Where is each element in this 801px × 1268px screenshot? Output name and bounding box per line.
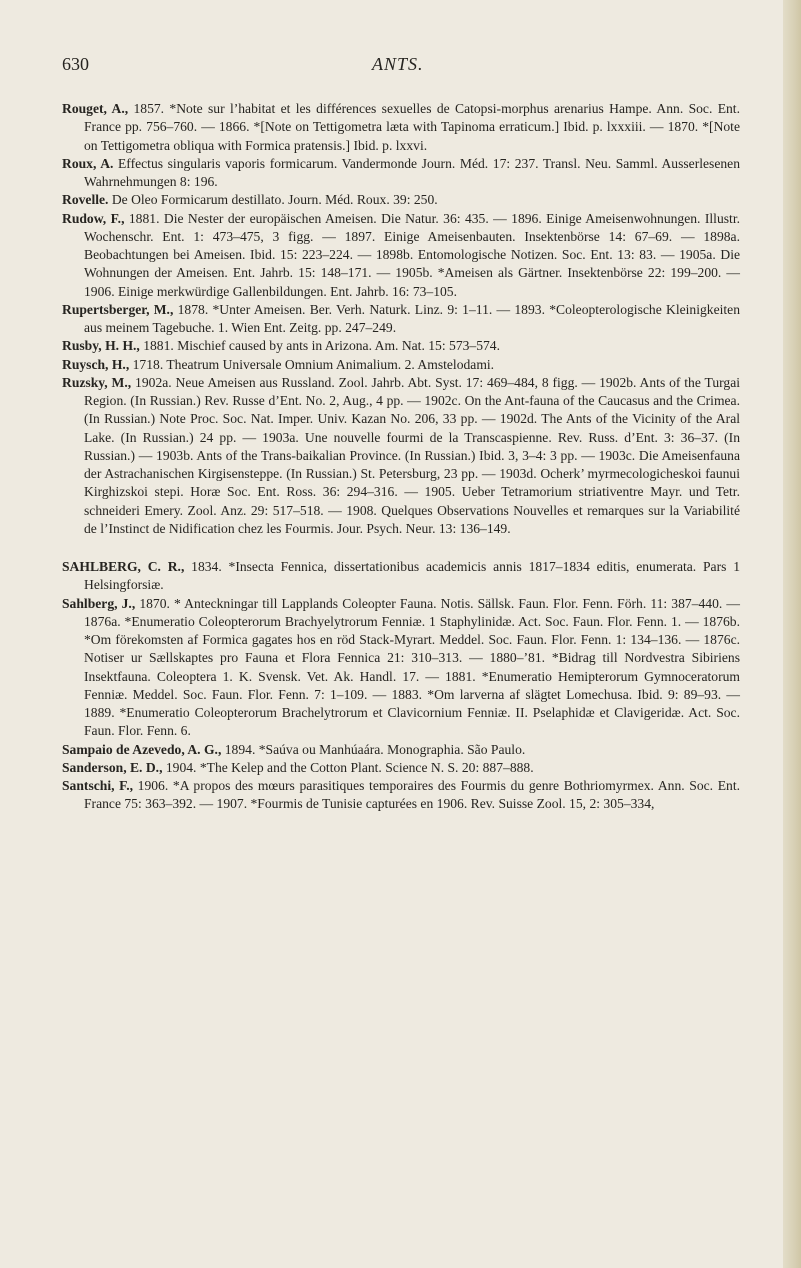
bibliography-entry [62, 210, 740, 301]
bibliography-entry [62, 558, 740, 595]
entry-text: 1718. Theatrum Universale Omnium Animalium. 2. Amstelodami. [129, 356, 495, 372]
page-edge [783, 0, 801, 1268]
bibliography-entry [62, 155, 740, 192]
entry-author: Rouget, A., [62, 101, 129, 116]
entry-text: 1834. *Insecta Fennica, dissertationibus academicis annis 1817–1834 editis, enumerata. Pars 1 Helsingforsiæ. [84, 559, 740, 593]
entry-text: 1881. Die Nester der europäischen Ameisen. Die Natur. 36: 435. — 1896. Einige Ameisenwohnungen. Illustr. Wochenschr. Ent. 1: 473–475, 3 figg. — 1897. Einige Ameisenbauten. Insektenbörse 14: 67–69. — 1898a. Beobachtungen bei Ameisen. Ibid. 15: 223–224. — 1898b. Entomologische Notizen. Soc. Ent. 13: 83. — 1905a. Die Wohnungen der Ameisen. Ent. Jahrb. 15: 148–171. — 1905b. *Ameisen als Gärtner. Insektenbörse 22: 199–200. — 1906. Einige merkwürdige Gallenbildungen. Ent. Jahrb. 16: 73–105. [84, 210, 740, 299]
entry-author: Sanderson, E. D., [62, 759, 163, 775]
bibliography-entry [62, 777, 740, 814]
bibliography-entry [62, 191, 740, 209]
entry-author: Sampaio de Azevedo, A. G., [62, 741, 222, 757]
entry-text: De Oleo Formicarum destillato. Journ. Méd. Roux. 39: 250. [108, 192, 438, 208]
bibliography-entry [62, 356, 740, 374]
entry-author: Ruzsky, M., [62, 374, 132, 390]
running-head: ANTS. [372, 54, 424, 74]
entry-text: 1857. *Note sur l’habitat et les différences sexuelles de Catopsi-morphus arenarius Hampe. Ann. Soc. Ent. France pp. 756–760. — 1866. *[Note on Tettigometra læta with Tapinoma erraticum.] Ibid. p. lxxxiii. — 1870. *[Note on Tettigometra obliqua with Formica pratensis.] Ibid. p. lxxvi. [84, 101, 740, 153]
entry-text: 1902a. Neue Ameisen aus Russland. Zool. Jahrb. Abt. Syst. 17: 469–484, 8 figg. — 1902b. Ants of the Turgai Region. (In Russian.) Rev. Russe d’Ent. No. 2, Aug., 4 pp. — 1902c. On the Ant-fauna of the Caucasus and the Crimea. (In Russian.) Note Proc. Soc. Nat. Imper. Univ. Kazan No. 206, 33 pp. — 1902d. The Ants of the Vicinity of the Aral Lake. (In Russian.) 24 pp. — 1903a. Une nouvelle fourmi de la Transcaspienne. Rev. Russ. d’Ent. 3: 36–37. (In Russian.) — 1903b. Ants of the Trans-baikalian Province. (In Russian.) Ibid. 3, 3–4: 3 pp. — 1903c. Die Ameisenfauna der Astrachanischen Kirgisensteppe. (In Russian.) St. Petersburg, 23 pp. — 1903d. Ocherk’ myrmecologicheskoi faunui Kirghizskoi stepi. Horæ Soc. Ent. Ross. 36: 294–316. — 1905. Ueber Tetramorium striativentre Mayr. und Tetr. schneideri Emery. Zool. Anz. 29: 517–518. — 1908. Quelques Observations Nouvelles et remarques sur la Variabilité de l’Instinct de Nidification chez les Fourmis. Jour. Psych. Neur. 13: 136–149. [84, 374, 740, 536]
entry-author: Rovelle. [62, 192, 109, 208]
bibliography-entry [62, 759, 740, 777]
page-number: 630 [62, 54, 89, 74]
entry-author: Sahlberg, J., [62, 595, 136, 611]
entry-author: Santschi, F., [62, 778, 134, 793]
entry-author: SAHLBERG, C. R., [62, 559, 185, 574]
entry-author: Rupertsberger, M., [62, 301, 174, 317]
entry-author: Roux, A. [62, 155, 114, 171]
entry-author: Rusby, H. H., [62, 338, 140, 354]
entry-author: Rudow, F., [62, 210, 125, 226]
entry-author: Ruysch, H., [62, 356, 130, 372]
bibliography-entry [62, 595, 740, 741]
bibliography-entry [62, 301, 740, 338]
entry-text: 1870. * Anteckningar till Lapplands Coleopter Fauna. Notis. Sällsk. Faun. Flor. Fenn. Förh. 11: 387–440. — 1876a. *Enumeratio Coleopterorum Brachyelytrorum Fenniæ. 1 Staphylinidæ. Act. Soc. Faun. Flor. Fenn. 1. — 1876b. *Om förekomsten af Formica gagates hos en röd Stack-Myrart. Meddel. Soc. Faun. Flor. Fenn. 1: 134–136. — 1876c. Notiser ur Sællskaptes pro Fauna et Flora Fennica 21: 310–313. — 1880–’81. *Bidrag till Nordvestra Sibiriens Insektfauna. Coleoptera 1. K. Svensk. Vet. Ak. Handl. 17. — 1881. *Enumeratio Hemipterorum Gymnoceratorum Fenniæ. Meddel. Soc. Faun. Flor. Fenn. 7: 1–109. — 1883. *Om larverna af slägtet Lomechusa. Ibid. 9: 89–93. — 1889. *Enumeratio Coleopterorum Brachelytrorum et Clavicornium Fenniæ. II. Pselaphidæ et Clavigeridæ. Act. Soc. Faun. Flor. Fenn. 6. [84, 595, 740, 739]
entry-text: Effectus singularis vaporis formicarum. Vandermonde Journ. Méd. 17: 237. Transl. Neu. Samml. Ausserlesenen Wahrnehmungen 8: 196. [84, 155, 740, 189]
bibliography-entry [62, 741, 740, 759]
bibliography-entry [62, 337, 740, 355]
entry-text: 1878. *Unter Ameisen. Ber. Verh. Naturk. Linz. 9: 1–11. — 1893. *Coleopterologische Kleinigkeiten aus meinem Tagebuche. 1. Wien Ent. Zeitg. pp. 247–249. [84, 301, 740, 335]
entry-text: 1906. *A propos des mœurs parasitiques temporaires des Fourmis du genre Bothriomyrmex. Ann. Soc. Ent. France 75: 363–392. — 1907. *Fourmis de Tunisie capturées en 1906. Rev. Suisse Zool. 15, 2: 305–334, [84, 778, 740, 812]
entry-text: 1904. *The Kelep and the Cotton Plant. Science N. S. 20: 887–888. [162, 759, 534, 775]
bibliography-entry [62, 374, 740, 538]
entry-text: 1894. *Saúva ou Manhúaára. Monographia. São Paulo. [221, 741, 526, 757]
bibliography-list [62, 100, 740, 814]
entry-text: 1881. Mischief caused by ants in Arizona. Am. Nat. 15: 573–574. [139, 338, 500, 354]
bibliography-entry [62, 100, 740, 155]
